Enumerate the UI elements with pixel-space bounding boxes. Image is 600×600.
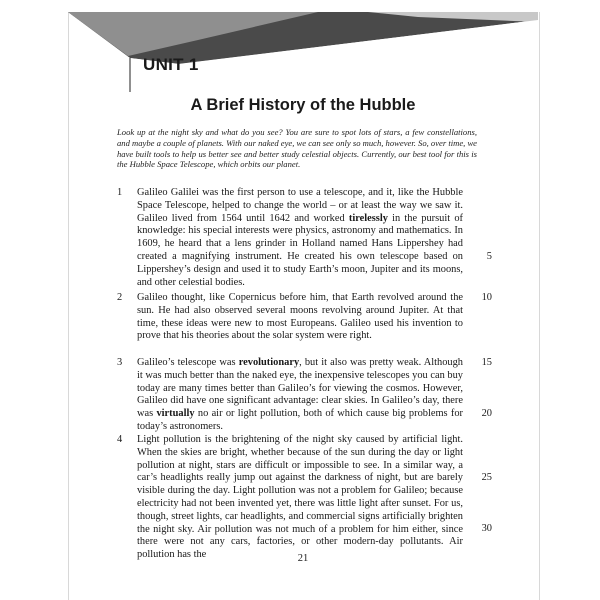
paragraph-text: no air or light pollution, both of which cause big problems for today’s astronomers. (137, 408, 463, 432)
paragraph-text: in the pursuit of knowledge: his special interests were physics, astronomy and mathematics. In 1609, he heard that a lens grinder in Holland named Hans Lippershey had created a magnifying instrument. He created his own telescope based on Lippershey’s design and used it to study Earth’s moon, Jupiter and its moons, and other celestial bodies. (137, 212, 463, 288)
paragraph-4 (137, 434, 463, 562)
intro-paragraph: Look up at the night sky and what do you see? You are sure to spot lots of stars, a few constellations, and maybe a couple of planets. With our naked eye, we can see only so much, however. So, over time, we have built tools to help us better see and better study celestial objects. Currently, our best tool for this is the Hubble Space Telescope, which orbits our planet. (117, 127, 477, 170)
paragraph-number: 4 (117, 434, 123, 445)
paragraph-2 (137, 292, 463, 343)
paragraph-text: Galileo Galilei was the first person to use a telescope, and it, like the Hubble Space Telescope, helped to change the world – or at least the way we saw it. Galileo lived from 1564 until 1642 and worked (137, 187, 463, 224)
paragraph-number: 3 (117, 357, 123, 368)
vocabulary-word: virtually (156, 408, 195, 420)
header-banner (68, 12, 538, 92)
paragraph-number: 1 (117, 187, 123, 198)
paragraph-3 (137, 357, 463, 434)
paragraph-1 (137, 187, 463, 289)
paragraph-number: 2 (117, 292, 123, 303)
line-number: 20 (481, 408, 492, 419)
page-title: A Brief History of the Hubble (190, 96, 416, 114)
line-number: 30 (481, 523, 492, 534)
line-number: 15 (481, 357, 492, 368)
vocabulary-word: revolutionary (238, 357, 300, 368)
unit-label: UNIT 1 (143, 55, 199, 74)
paragraph-text: Galileo thought, like Copernicus before him, that Earth revolved around the sun. He had also observed several moons revolving around Jupiter. At that time, these ideas were new to most Europeans. Galileo used his invention to prove that his theories about the solar system were right. (137, 292, 463, 342)
line-number: 25 (481, 472, 492, 483)
line-number: 10 (481, 292, 492, 303)
paragraph-text: Galileo’s telescope was (137, 357, 239, 368)
paragraph-text: Light pollution is the brightening of the night sky caused by artificial light. When the skies are bright, whether because of the sun during the day or light pollution at night, stars are difficult or impossible to see. In a similar way, a car’s headlights really jump out against the darkness of night, but are barely visible during the day. Light pollution was not a problem for Galileo; because electricity had not been invented yet, there was little light after sunset. For us, though, street lights, car headlights, and commercial signs artificially brighten the night sky. Air pollution was not much of a problem for him either, since there were not any cars, factories, or other modern-day pollutants. Air pollution has the (137, 434, 463, 561)
line-number: 5 (486, 251, 492, 262)
page-number: 21 (297, 553, 309, 564)
vocabulary-word: tirelessly (348, 212, 388, 224)
paragraph-text: , but it also was pretty weak. Although it was much better than the naked eye, the inexpensive telescopes you can buy today are many times better than Galileo’s for viewing the cosmos. However, Galileo did have one significant advantage: clear skies. In Galileo’s day, there was (137, 357, 464, 420)
